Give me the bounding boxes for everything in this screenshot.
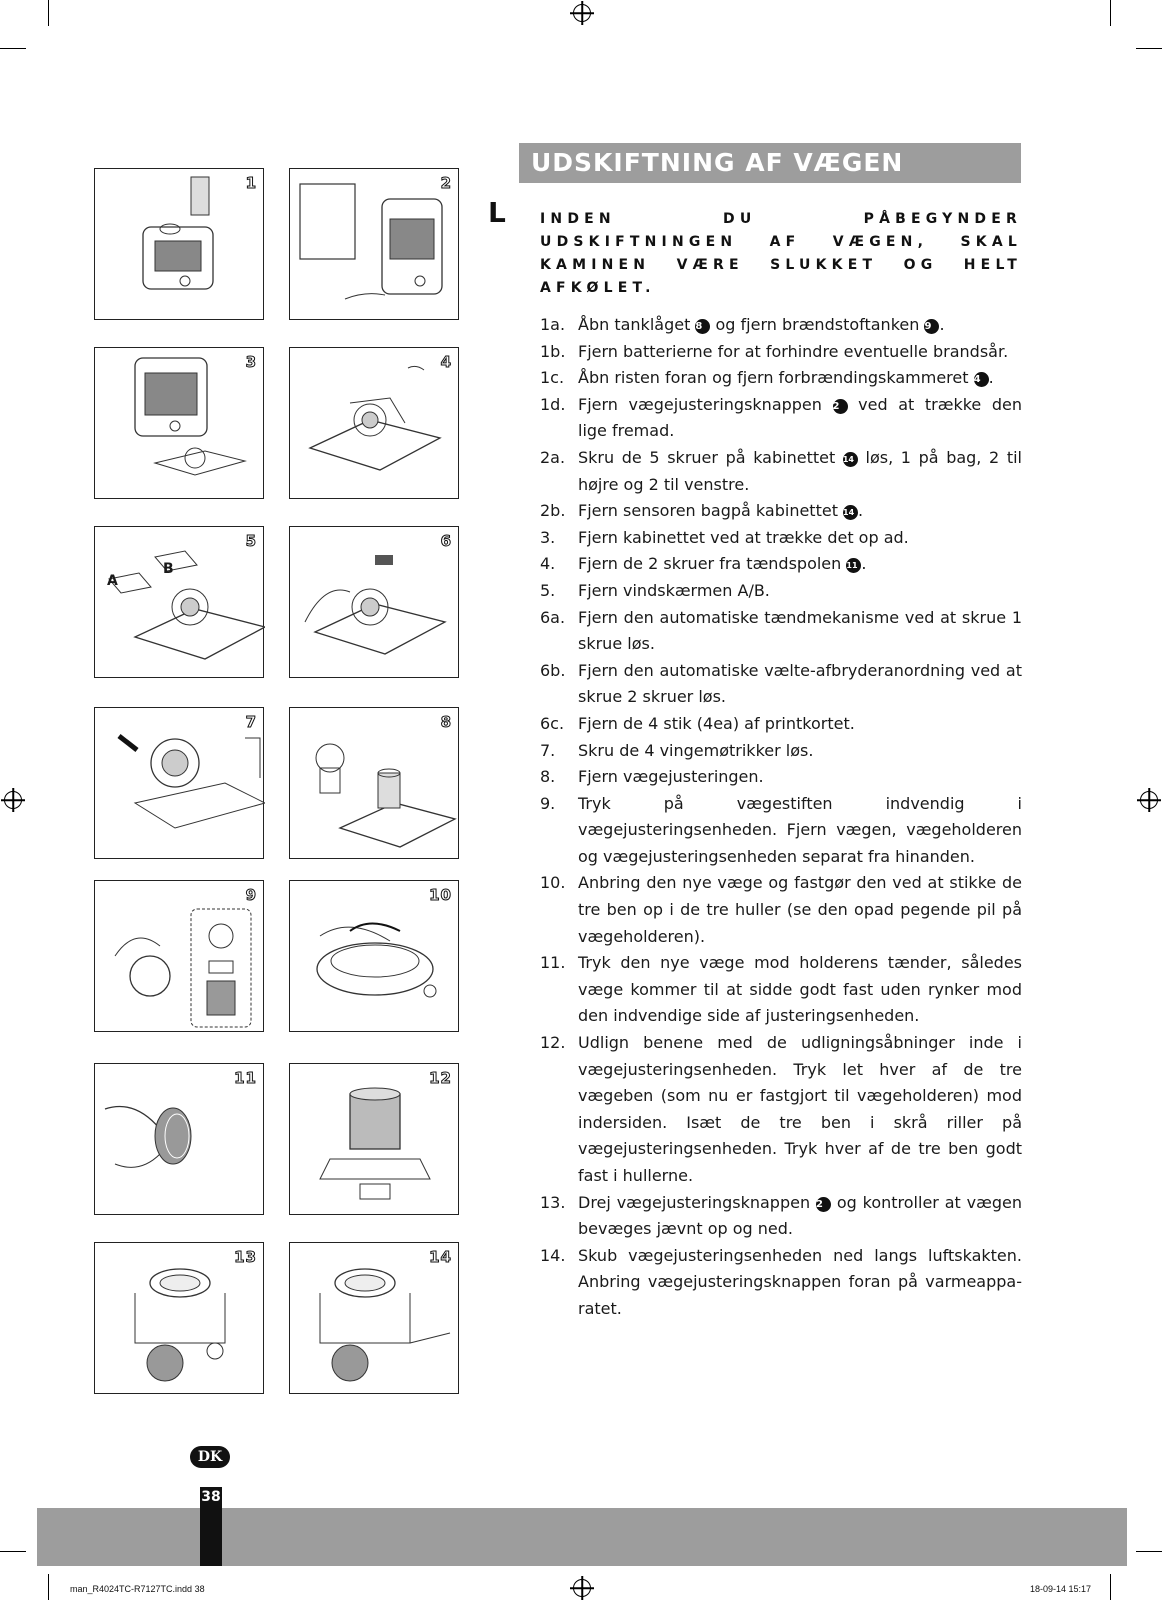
figure-number: 4: [440, 353, 452, 371]
section-title-bar: [519, 143, 1021, 183]
figure-number: 13: [234, 1248, 257, 1266]
crop-mark: [48, 1574, 49, 1600]
instruction-step: [540, 658, 1022, 711]
figure-panel: [289, 1242, 459, 1394]
step-text: Anbring den nye væge og fastgør den ved at stikke de tre ben op i de tre huller (se den opad pegende pil på vægeholderen).: [578, 873, 1022, 946]
part-number-badge: 14: [843, 452, 858, 467]
step-text: Fjern vægejusteringen.: [578, 767, 764, 787]
step-text: Fjern den automatiske vælte-afbryderanordning ved at skrue 2 skruer løs.: [578, 660, 1022, 707]
step-label: 8.: [540, 767, 556, 787]
step-label: 2a.: [540, 447, 566, 467]
file-slug: man_R4024TC-R7127TC.indd 38: [70, 1584, 205, 1594]
crop-mark: [1136, 1551, 1162, 1552]
step-text: Fjern kabinettet ved at trække det op ad.: [578, 527, 909, 547]
figure-illustration: [290, 348, 460, 500]
figure-number: 1: [245, 174, 257, 192]
instruction-step: [540, 605, 1022, 658]
crop-mark: [1110, 0, 1111, 26]
step-text: Fjern vindskærmen A/B.: [578, 580, 770, 600]
part-number-badge: 14: [843, 505, 858, 520]
step-text: Fjern de 2 skruer fra tændspolen 11 .: [578, 554, 867, 574]
figure-number: 9: [245, 886, 257, 904]
warning-text: INDEN DU PÅBEGYNDER UDSKIFTNINGEN AF VÆGEN, SKAL KAMINEN VÆRE SLUKKET OG HELT AFKØLET.: [540, 211, 1022, 296]
step-text: Fjern vægejusteringsknappen 2 ved at trække den lige fremad.: [578, 394, 1023, 441]
instruction-step: [540, 525, 1022, 552]
warning-symbol: L: [488, 196, 506, 229]
step-label: 7.: [540, 740, 556, 760]
registration-mark-icon: [573, 4, 591, 22]
step-label: 13.: [540, 1192, 566, 1212]
step-label: 9.: [540, 793, 556, 813]
step-label: 11.: [540, 953, 566, 973]
crop-mark: [1136, 48, 1162, 49]
crop-mark: [1110, 1574, 1111, 1600]
step-label: 12.: [540, 1033, 566, 1053]
instruction-step: [540, 551, 1022, 578]
figure-number: 10: [429, 886, 452, 904]
instruction-step: [540, 445, 1022, 498]
step-label: 1d.: [540, 394, 566, 414]
instruction-step: [540, 1030, 1022, 1190]
step-text: Fjern de 4 stik (4ea) af printkortet.: [578, 713, 855, 733]
crop-mark: [0, 48, 26, 49]
step-text: Tryk på vægestiften indvendig i vægejusteringsenheden. Fjern vægen, vægeholderen og vægejusteringsenheden separat fra hinanden.: [578, 793, 1022, 866]
figure-panel: [94, 526, 264, 678]
instruction-step: [540, 365, 1022, 392]
figure-panel: [289, 707, 459, 859]
instruction-step: [540, 1243, 1022, 1323]
instruction-step: [540, 312, 1022, 339]
step-text: Skru de 5 skruer på kabinettet 14 løs, 1 på bag, 2 til højre og 2 til venstre.: [578, 447, 1022, 494]
instruction-step: [540, 870, 1022, 950]
figure-illustration: [95, 708, 265, 860]
step-label: 10.: [540, 873, 566, 893]
instruction-step: [540, 950, 1022, 1030]
figure-illustration: [290, 169, 460, 321]
instruction-step: [540, 711, 1022, 738]
figure-panel: [94, 707, 264, 859]
figure-number: 2: [440, 174, 452, 192]
instruction-step: [540, 1190, 1022, 1243]
figure-number: 8: [440, 713, 452, 731]
figure-panel: [94, 1242, 264, 1394]
step-label: 4.: [540, 554, 556, 574]
language-badge: DK: [190, 1446, 230, 1468]
figure-illustration: [95, 527, 265, 679]
step-label: 3.: [540, 527, 556, 547]
crop-mark: [48, 0, 49, 26]
part-number-badge: 4: [974, 372, 989, 387]
part-number-badge: 2: [833, 399, 848, 414]
step-text: Tryk den nye væge mod holderens tænder, således væge kommer til at sidde godt fast uden rynker mod den indvendige side af justeringsenheden.: [578, 953, 1022, 1026]
instruction-step: [540, 498, 1022, 525]
part-number-badge: 11: [846, 558, 861, 573]
figure-callout-label: B: [163, 561, 174, 577]
page-title: UDSKIFTNING AF VÆGEN: [531, 148, 904, 177]
part-number-badge: 8: [695, 319, 710, 334]
step-text: Åbn tanklåget 8 og fjern brændstoftanken 9 .: [578, 315, 945, 334]
figure-number: 14: [429, 1248, 452, 1266]
page-number: 38: [201, 1489, 221, 1505]
step-text: Fjern den automatiske tændmekanisme ved at skrue 1 skrue løs.: [578, 607, 1022, 654]
step-label: 6c.: [540, 713, 565, 733]
print-date-slug: 18-09-14 15:17: [1030, 1584, 1092, 1594]
figure-illustration: [290, 708, 460, 860]
figure-panel: [94, 347, 264, 499]
figure-illustration: [290, 527, 460, 679]
figure-number: 12: [429, 1069, 452, 1087]
figure-number: 3: [245, 353, 257, 371]
registration-mark-icon: [573, 1579, 591, 1597]
step-label: 1b.: [540, 341, 566, 361]
instruction-step: [540, 764, 1022, 791]
figure-illustration: [95, 348, 265, 500]
instruction-list: [540, 312, 1022, 1323]
step-label: 6a.: [540, 607, 566, 627]
step-label: 14.: [540, 1245, 566, 1265]
step-label: 6b.: [540, 660, 566, 680]
registration-mark-icon: [1140, 791, 1158, 809]
figure-panel: [289, 347, 459, 499]
registration-mark-icon: [4, 791, 22, 809]
figure-panel: [94, 880, 264, 1032]
figure-number: 5: [245, 532, 257, 550]
step-text: Åbn risten foran og fjern forbrændingskammeret 4 .: [578, 368, 994, 388]
step-label: 2b.: [540, 501, 566, 521]
figure-panel: [289, 168, 459, 320]
figure-panel: [94, 168, 264, 320]
instruction-step: [540, 339, 1022, 366]
part-number-badge: 2: [816, 1197, 831, 1212]
step-label: 1c.: [540, 368, 565, 388]
figure-illustration: [95, 881, 265, 1033]
step-text: Fjern sensoren bagpå kabinettet 14 .: [578, 501, 864, 521]
figure-number: 6: [440, 532, 452, 550]
figure-illustration: [95, 169, 265, 321]
step-text: Drej vægejusteringsknappen 2 og kontroller at vægen bevæges jævnt op og ned.: [578, 1192, 1022, 1239]
instruction-step: [540, 791, 1022, 871]
figure-number: 11: [234, 1069, 257, 1087]
figure-number: 7: [245, 713, 257, 731]
step-text: Fjern batterierne for at forhindre eventuelle brandsår.: [578, 341, 1009, 361]
figure-panel: [289, 1063, 459, 1215]
figure-panel: [289, 880, 459, 1032]
figure-panel: [289, 526, 459, 678]
step-label: 5.: [540, 580, 556, 600]
instruction-step: [540, 578, 1022, 605]
instruction-step: [540, 738, 1022, 765]
part-number-badge: 9: [924, 319, 939, 334]
step-label: 1a.: [540, 315, 566, 334]
step-text: Udlign benene med de udligningsåbninger inde i vægejusteringsenheden. Tryk let hver af de tre vægeben (som nu er fastgjort til vægeholderen) mod indersiden. Isæt de tre ben i skrå riller på vægejusteringsenheden. Tryk hver af de tre ben godt fast i hullerne.: [578, 1033, 1022, 1185]
step-text: Skru de 4 vingemøtrikker løs.: [578, 740, 814, 760]
instruction-step: [540, 392, 1022, 445]
figure-callout-label: A: [107, 573, 118, 589]
crop-mark: [0, 1551, 26, 1552]
step-text: Skub vægejusteringsenheden ned langs luftskakten. Anbring vægejusteringsknappen foran på varmeappa-ratet.: [578, 1245, 1022, 1318]
figure-panel: [94, 1063, 264, 1215]
